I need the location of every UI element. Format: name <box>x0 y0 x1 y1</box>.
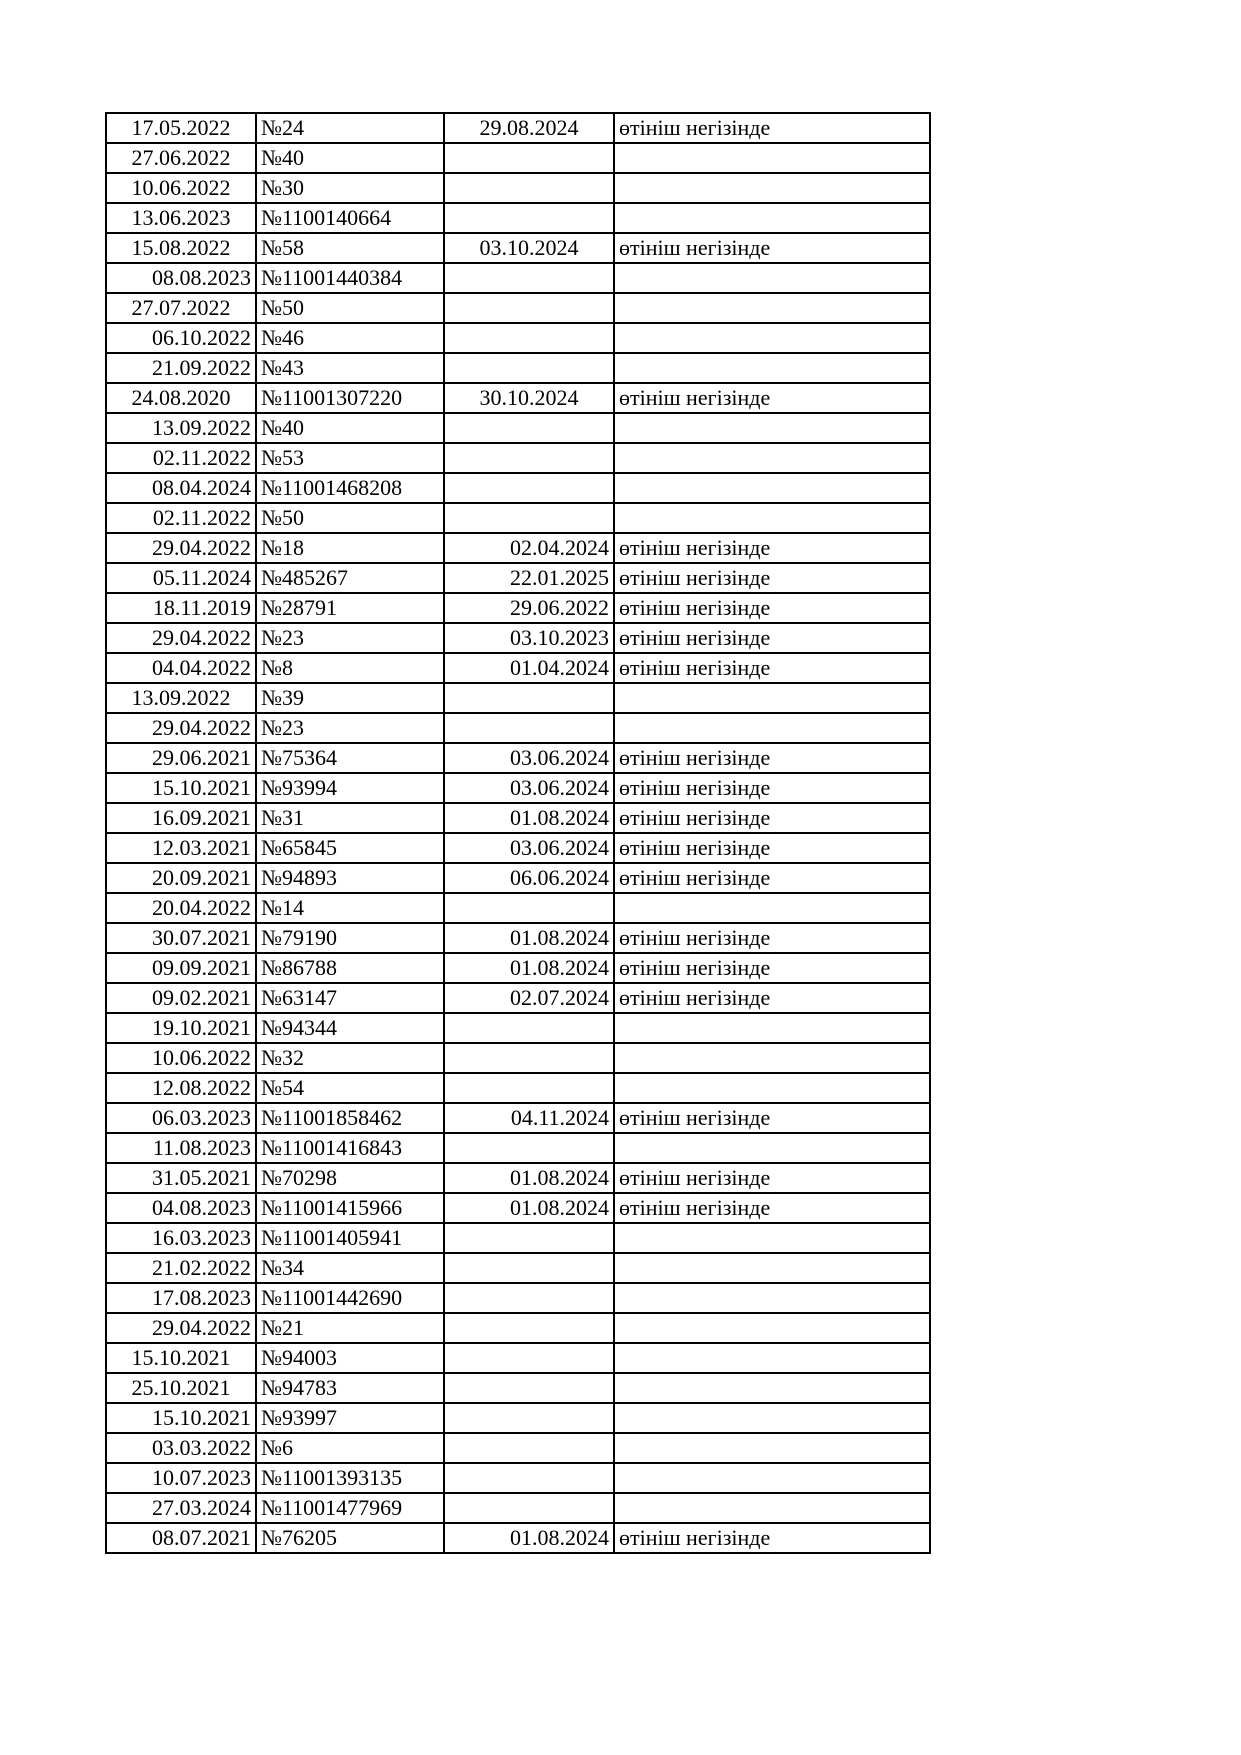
end-date-cell: 01.08.2024 <box>444 1193 614 1223</box>
issue-date-cell: 27.07.2022 <box>106 293 256 323</box>
table-row <box>106 263 930 293</box>
document-number-cell: №58 <box>256 233 444 263</box>
issue-date-cell: 20.04.2022 <box>106 893 256 923</box>
end-date-cell <box>444 503 614 533</box>
table-row <box>106 803 930 833</box>
table-row <box>106 983 930 1013</box>
document-number-cell: №11001393135 <box>256 1463 444 1493</box>
end-date-cell <box>444 173 614 203</box>
end-date-cell: 01.04.2024 <box>444 653 614 683</box>
document-number-cell: №11001307220 <box>256 383 444 413</box>
document-number-cell: №34 <box>256 1253 444 1283</box>
end-date-cell: 03.10.2024 <box>444 233 614 263</box>
table-row <box>106 623 930 653</box>
end-date-cell <box>444 1433 614 1463</box>
issue-date-cell: 15.10.2021 <box>106 773 256 803</box>
issue-date-cell: 30.07.2021 <box>106 923 256 953</box>
table-row <box>106 1343 930 1373</box>
reason-cell <box>614 413 930 443</box>
issue-date-cell: 10.06.2022 <box>106 173 256 203</box>
table-row <box>106 923 930 953</box>
reason-cell: өтініш негізінде <box>614 863 930 893</box>
issue-date-cell: 06.03.2023 <box>106 1103 256 1133</box>
reason-cell <box>614 1013 930 1043</box>
issue-date-cell: 21.02.2022 <box>106 1253 256 1283</box>
end-date-cell: 04.11.2024 <box>444 1103 614 1133</box>
document-number-cell: №50 <box>256 503 444 533</box>
document-number-cell: №32 <box>256 1043 444 1073</box>
table-row <box>106 1433 930 1463</box>
document-number-cell: №11001415966 <box>256 1193 444 1223</box>
end-date-cell: 03.06.2024 <box>444 833 614 863</box>
reason-cell: өтініш негізінде <box>614 983 930 1013</box>
table-row <box>106 1523 930 1553</box>
document-number-cell: №94893 <box>256 863 444 893</box>
issue-date-cell: 15.10.2021 <box>106 1403 256 1433</box>
issue-date-cell: 13.09.2022 <box>106 413 256 443</box>
reason-cell <box>614 1373 930 1403</box>
issue-date-cell: 08.08.2023 <box>106 263 256 293</box>
end-date-cell <box>444 1133 614 1163</box>
table-row <box>106 1193 930 1223</box>
end-date-cell <box>444 323 614 353</box>
reason-cell <box>614 263 930 293</box>
end-date-cell <box>444 1403 614 1433</box>
table-row <box>106 1253 930 1283</box>
issue-date-cell: 27.03.2024 <box>106 1493 256 1523</box>
document-number-cell: №24 <box>256 113 444 143</box>
table-row <box>106 503 930 533</box>
issue-date-cell: 04.04.2022 <box>106 653 256 683</box>
reason-cell: өтініш негізінде <box>614 773 930 803</box>
end-date-cell <box>444 263 614 293</box>
end-date-cell: 30.10.2024 <box>444 383 614 413</box>
reason-cell <box>614 143 930 173</box>
document-number-cell: №11001442690 <box>256 1283 444 1313</box>
issue-date-cell: 21.09.2022 <box>106 353 256 383</box>
document-number-cell: №43 <box>256 353 444 383</box>
table-row <box>106 863 930 893</box>
table-row <box>106 683 930 713</box>
reason-cell <box>614 893 930 923</box>
document-number-cell: №70298 <box>256 1163 444 1193</box>
document-number-cell: №40 <box>256 413 444 443</box>
issue-date-cell: 10.06.2022 <box>106 1043 256 1073</box>
end-date-cell <box>444 1283 614 1313</box>
document-number-cell: №31 <box>256 803 444 833</box>
reason-cell: өтініш негізінде <box>614 113 930 143</box>
end-date-cell: 03.06.2024 <box>444 773 614 803</box>
end-date-cell: 29.08.2024 <box>444 113 614 143</box>
reason-cell: өтініш негізінде <box>614 803 930 833</box>
end-date-cell <box>444 1073 614 1103</box>
document-number-cell: №11001416843 <box>256 1133 444 1163</box>
issue-date-cell: 09.02.2021 <box>106 983 256 1013</box>
end-date-cell <box>444 143 614 173</box>
table-row <box>106 563 930 593</box>
table-row <box>106 203 930 233</box>
reason-cell <box>614 353 930 383</box>
end-date-cell: 01.08.2024 <box>444 1163 614 1193</box>
end-date-cell <box>444 713 614 743</box>
reason-cell: өтініш негізінде <box>614 233 930 263</box>
reason-cell: өтініш негізінде <box>614 653 930 683</box>
table-row <box>106 893 930 923</box>
reason-cell <box>614 323 930 353</box>
document-number-cell: №11001468208 <box>256 473 444 503</box>
reason-cell <box>614 1223 930 1253</box>
document-number-cell: №93997 <box>256 1403 444 1433</box>
document-number-cell: №86788 <box>256 953 444 983</box>
end-date-cell: 03.10.2023 <box>444 623 614 653</box>
document-number-cell: №11001858462 <box>256 1103 444 1133</box>
reason-cell <box>614 473 930 503</box>
issue-date-cell: 04.08.2023 <box>106 1193 256 1223</box>
table-row <box>106 953 930 983</box>
document-number-cell: №76205 <box>256 1523 444 1553</box>
end-date-cell <box>444 1463 614 1493</box>
end-date-cell: 01.08.2024 <box>444 953 614 983</box>
document-number-cell: №1100140664 <box>256 203 444 233</box>
reason-cell: өтініш негізінде <box>614 953 930 983</box>
table-row <box>106 1373 930 1403</box>
end-date-cell <box>444 203 614 233</box>
table-row <box>106 533 930 563</box>
reason-cell: өтініш негізінде <box>614 533 930 563</box>
table-row <box>106 1073 930 1103</box>
issue-date-cell: 05.11.2024 <box>106 563 256 593</box>
document-number-cell: №53 <box>256 443 444 473</box>
end-date-cell: 01.08.2024 <box>444 923 614 953</box>
issue-date-cell: 12.08.2022 <box>106 1073 256 1103</box>
issue-date-cell: 18.11.2019 <box>106 593 256 623</box>
issue-date-cell: 27.06.2022 <box>106 143 256 173</box>
issue-date-cell: 25.10.2021 <box>106 1373 256 1403</box>
issue-date-cell: 06.10.2022 <box>106 323 256 353</box>
issue-date-cell: 29.04.2022 <box>106 713 256 743</box>
issue-date-cell: 08.07.2021 <box>106 1523 256 1553</box>
document-number-cell: №79190 <box>256 923 444 953</box>
reason-cell: өтініш негізінде <box>614 1193 930 1223</box>
reason-cell <box>614 1283 930 1313</box>
document-number-cell: №94783 <box>256 1373 444 1403</box>
end-date-cell <box>444 1013 614 1043</box>
issue-date-cell: 13.06.2023 <box>106 203 256 233</box>
table-row <box>106 1463 930 1493</box>
issue-date-cell: 16.03.2023 <box>106 1223 256 1253</box>
document-number-cell: №30 <box>256 173 444 203</box>
issue-date-cell: 29.04.2022 <box>106 623 256 653</box>
table-row <box>106 143 930 173</box>
reason-cell <box>614 683 930 713</box>
reason-cell: өтініш негізінде <box>614 833 930 863</box>
table-row <box>106 713 930 743</box>
issue-date-cell: 29.04.2022 <box>106 533 256 563</box>
reason-cell <box>614 1463 930 1493</box>
table-row <box>106 473 930 503</box>
table-row <box>106 233 930 263</box>
issue-date-cell: 16.09.2021 <box>106 803 256 833</box>
reason-cell <box>614 1133 930 1163</box>
end-date-cell <box>444 1493 614 1523</box>
end-date-cell <box>444 1253 614 1283</box>
document-number-cell: №93994 <box>256 773 444 803</box>
reason-cell: өтініш негізінде <box>614 593 930 623</box>
table-row <box>106 833 930 863</box>
reason-cell <box>614 293 930 323</box>
reason-cell <box>614 1403 930 1433</box>
end-date-cell <box>444 1043 614 1073</box>
table-row <box>106 413 930 443</box>
end-date-cell <box>444 413 614 443</box>
issue-date-cell: 31.05.2021 <box>106 1163 256 1193</box>
reason-cell <box>614 203 930 233</box>
issue-date-cell: 12.03.2021 <box>106 833 256 863</box>
issue-date-cell: 17.05.2022 <box>106 113 256 143</box>
document-number-cell: №40 <box>256 143 444 173</box>
end-date-cell: 22.01.2025 <box>444 563 614 593</box>
issue-date-cell: 29.04.2022 <box>106 1313 256 1343</box>
issue-date-cell: 08.04.2024 <box>106 473 256 503</box>
document-number-cell: №485267 <box>256 563 444 593</box>
table-row <box>106 1313 930 1343</box>
issue-date-cell: 11.08.2023 <box>106 1133 256 1163</box>
table-row <box>106 1493 930 1523</box>
table-row <box>106 443 930 473</box>
table-row <box>106 1103 930 1133</box>
reason-cell: өтініш негізінде <box>614 743 930 773</box>
document-number-cell: №63147 <box>256 983 444 1013</box>
issue-date-cell: 19.10.2021 <box>106 1013 256 1043</box>
document-number-cell: №50 <box>256 293 444 323</box>
end-date-cell <box>444 1313 614 1343</box>
document-number-cell: №11001440384 <box>256 263 444 293</box>
table-row <box>106 1163 930 1193</box>
table-row <box>106 173 930 203</box>
end-date-cell <box>444 893 614 923</box>
table-row <box>106 383 930 413</box>
end-date-cell <box>444 353 614 383</box>
end-date-cell <box>444 1373 614 1403</box>
reason-cell <box>614 1433 930 1463</box>
document-number-cell: №18 <box>256 533 444 563</box>
document-number-cell: №8 <box>256 653 444 683</box>
document-number-cell: №39 <box>256 683 444 713</box>
table-row <box>106 353 930 383</box>
document-number-cell: №46 <box>256 323 444 353</box>
table-row <box>106 593 930 623</box>
document-number-cell: №23 <box>256 713 444 743</box>
end-date-cell: 02.07.2024 <box>444 983 614 1013</box>
reason-cell <box>614 173 930 203</box>
end-date-cell <box>444 1223 614 1253</box>
issue-date-cell: 17.08.2023 <box>106 1283 256 1313</box>
issue-date-cell: 15.08.2022 <box>106 233 256 263</box>
document-number-cell: №11001477969 <box>256 1493 444 1523</box>
table-row <box>106 1223 930 1253</box>
document-number-cell: №54 <box>256 1073 444 1103</box>
issue-date-cell: 20.09.2021 <box>106 863 256 893</box>
reason-cell: өтініш негізінде <box>614 563 930 593</box>
end-date-cell: 01.08.2024 <box>444 803 614 833</box>
end-date-cell <box>444 473 614 503</box>
document-number-cell: №94344 <box>256 1013 444 1043</box>
reason-cell <box>614 1493 930 1523</box>
reason-cell <box>614 443 930 473</box>
table-row <box>106 653 930 683</box>
document-number-cell: №6 <box>256 1433 444 1463</box>
table-row <box>106 1403 930 1433</box>
table-row <box>106 113 930 143</box>
issue-date-cell: 13.09.2022 <box>106 683 256 713</box>
table-row <box>106 1013 930 1043</box>
reason-cell: өтініш негізінде <box>614 923 930 953</box>
reason-cell: өтініш негізінде <box>614 1163 930 1193</box>
document-number-cell: №75364 <box>256 743 444 773</box>
reason-cell <box>614 1253 930 1283</box>
document-number-cell: №11001405941 <box>256 1223 444 1253</box>
table-row <box>106 1133 930 1163</box>
issue-date-cell: 15.10.2021 <box>106 1343 256 1373</box>
reason-cell: өтініш негізінде <box>614 383 930 413</box>
document-number-cell: №65845 <box>256 833 444 863</box>
end-date-cell: 29.06.2022 <box>444 593 614 623</box>
end-date-cell <box>444 443 614 473</box>
table-row <box>106 293 930 323</box>
table-row <box>106 1283 930 1313</box>
reason-cell <box>614 1043 930 1073</box>
table-row <box>106 773 930 803</box>
document-number-cell: №28791 <box>256 593 444 623</box>
document-number-cell: №94003 <box>256 1343 444 1373</box>
reason-cell <box>614 1073 930 1103</box>
end-date-cell <box>444 683 614 713</box>
document-number-cell: №23 <box>256 623 444 653</box>
records-table <box>105 112 931 1554</box>
issue-date-cell: 03.03.2022 <box>106 1433 256 1463</box>
records-table-body <box>106 113 930 1553</box>
issue-date-cell: 29.06.2021 <box>106 743 256 773</box>
issue-date-cell: 10.07.2023 <box>106 1463 256 1493</box>
end-date-cell: 02.04.2024 <box>444 533 614 563</box>
reason-cell: өтініш негізінде <box>614 623 930 653</box>
reason-cell: өтініш негізінде <box>614 1103 930 1133</box>
end-date-cell: 03.06.2024 <box>444 743 614 773</box>
reason-cell <box>614 1343 930 1373</box>
reason-cell: өтініш негізінде <box>614 1523 930 1553</box>
reason-cell <box>614 713 930 743</box>
table-row <box>106 323 930 353</box>
end-date-cell <box>444 1343 614 1373</box>
table-row <box>106 1043 930 1073</box>
issue-date-cell: 02.11.2022 <box>106 443 256 473</box>
document-number-cell: №14 <box>256 893 444 923</box>
reason-cell <box>614 503 930 533</box>
end-date-cell: 01.08.2024 <box>444 1523 614 1553</box>
issue-date-cell: 24.08.2020 <box>106 383 256 413</box>
document-number-cell: №21 <box>256 1313 444 1343</box>
table-row <box>106 743 930 773</box>
issue-date-cell: 09.09.2021 <box>106 953 256 983</box>
reason-cell <box>614 1313 930 1343</box>
end-date-cell: 06.06.2024 <box>444 863 614 893</box>
end-date-cell <box>444 293 614 323</box>
issue-date-cell: 02.11.2022 <box>106 503 256 533</box>
